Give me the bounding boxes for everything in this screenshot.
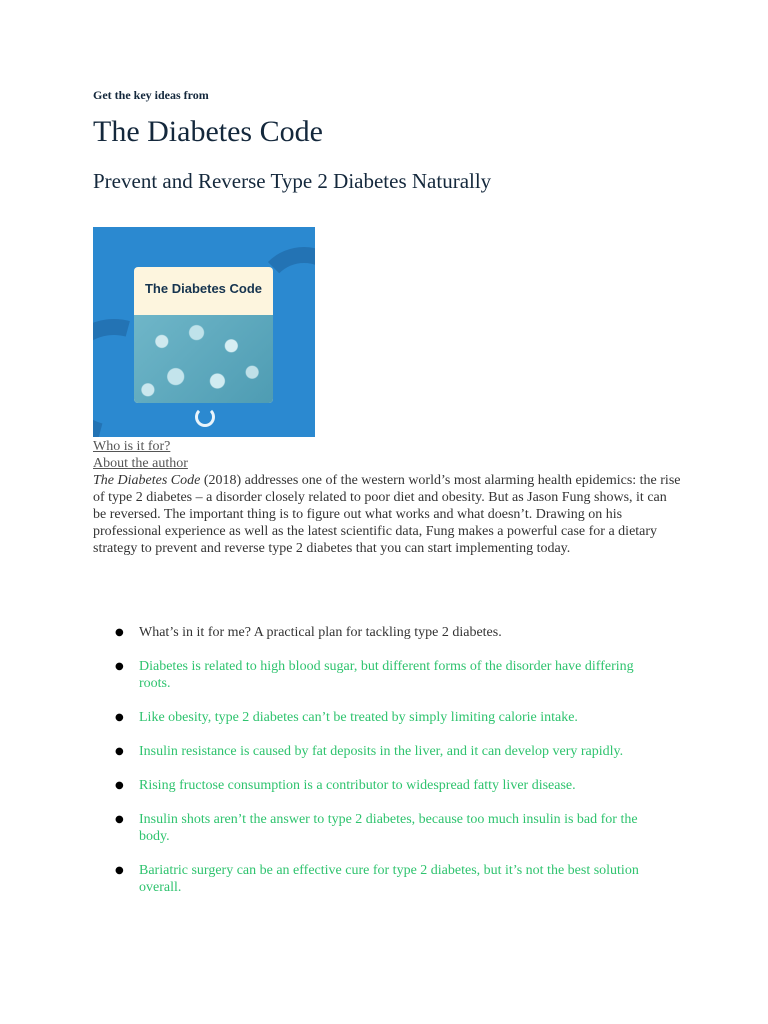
list-item[interactable] xyxy=(93,811,653,845)
chapter-link[interactable]: Like obesity, type 2 diabetes can’t be treated by simply limiting calorie intake. xyxy=(139,710,578,725)
summary-book-title: The Diabetes Code xyxy=(93,473,201,488)
book-summary xyxy=(93,472,683,557)
cover-photo xyxy=(134,315,273,403)
chapter-link[interactable]: Diabetes is related to high blood sugar, but different forms of the disorder have differing roots. xyxy=(139,659,634,691)
bullet-icon: ● xyxy=(115,865,124,876)
section-links xyxy=(93,438,188,472)
bullet-icon: ● xyxy=(115,661,124,672)
list-item[interactable] xyxy=(93,862,653,896)
publisher-logo-icon xyxy=(195,407,215,427)
list-item[interactable] xyxy=(93,658,653,692)
bullet-icon: ● xyxy=(115,712,124,723)
chapter-intro-text: What’s in it for me? A practical plan for tackling type 2 diabetes. xyxy=(139,625,502,640)
cover-card xyxy=(134,267,273,403)
chapter-list xyxy=(93,624,653,913)
who-is-it-for-link[interactable]: Who is it for? xyxy=(93,439,171,454)
list-item[interactable] xyxy=(93,709,653,726)
chapter-link[interactable]: Rising fructose consumption is a contributor to widespread fatty liver disease. xyxy=(139,778,576,793)
summary-text: (2018) addresses one of the western world’s most alarming health epidemics: the rise of type 2 diabetes – a disorder closely related to poor diet and obesity. But as Jason Fung shows, it can be reversed. The important thing is to figure out what works and what doesn’t. Drawing on his professional experience as well as the latest scientific data, Fung makes a powerful case for a dietary strategy to prevent and reverse type 2 diabetes that you can start implementing today. xyxy=(93,473,681,556)
about-the-author-link[interactable]: About the author xyxy=(93,456,188,471)
bullet-icon: ● xyxy=(115,814,124,825)
chapter-link[interactable]: Insulin resistance is caused by fat deposits in the liver, and it can develop very rapidly. xyxy=(139,744,624,759)
bullet-icon: ● xyxy=(115,746,124,757)
book-cover-image xyxy=(93,227,315,437)
book-subtitle: Prevent and Reverse Type 2 Diabetes Naturally xyxy=(93,169,492,193)
list-item[interactable] xyxy=(93,777,653,794)
book-title: The Diabetes Code xyxy=(93,115,323,148)
list-item[interactable] xyxy=(93,743,653,760)
chapter-link[interactable]: Bariatric surgery can be an effective cure for type 2 diabetes, but it’s not the best solution overall. xyxy=(139,863,639,895)
chapter-link[interactable]: Insulin shots aren’t the answer to type 2 diabetes, because too much insulin is bad for the body. xyxy=(139,812,638,844)
bullet-icon: ● xyxy=(115,627,124,638)
bullet-icon: ● xyxy=(115,780,124,791)
list-item xyxy=(93,624,653,641)
kicker-text: Get the key ideas from xyxy=(93,88,209,102)
cover-title: The Diabetes Code xyxy=(144,281,263,296)
